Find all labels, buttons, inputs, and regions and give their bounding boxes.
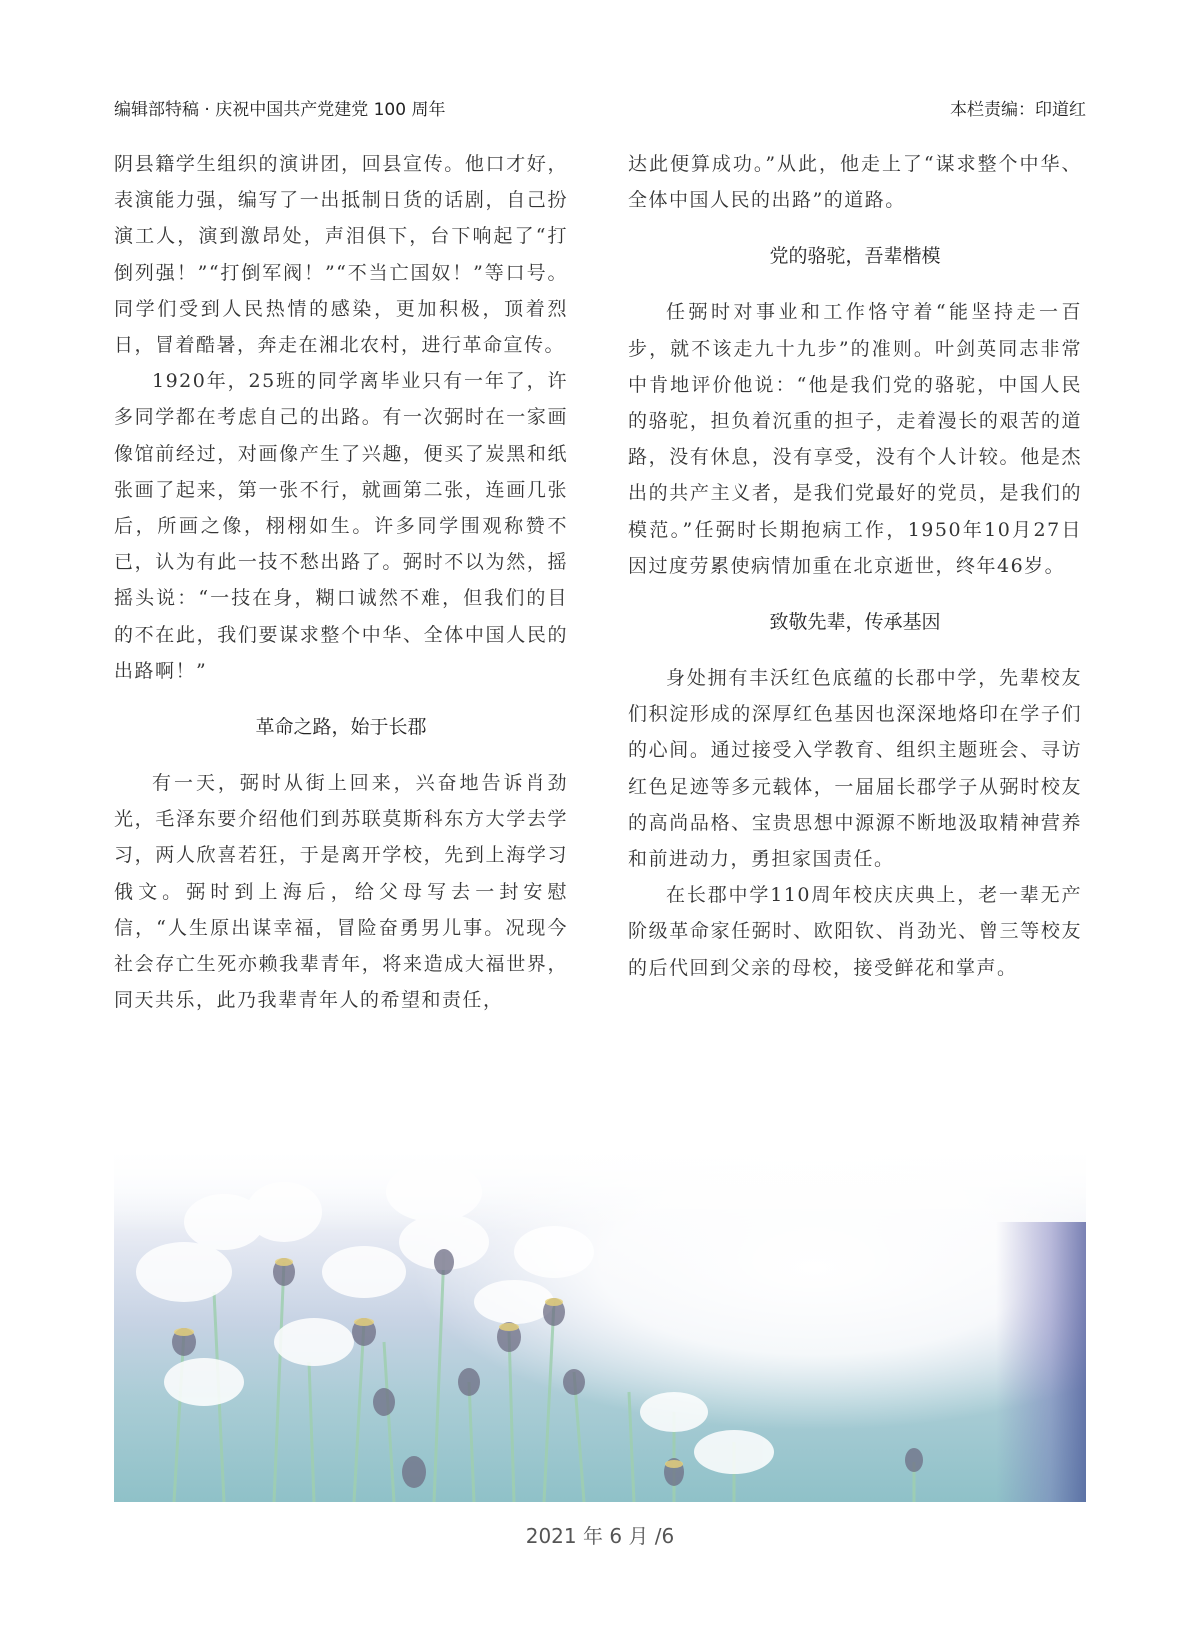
section-heading: 致敬先辈，传承基因 xyxy=(769,611,941,634)
section-heading: 党的骆驼，吾辈楷模 xyxy=(769,245,941,268)
paragraph: 有一天，弼时从街上回来，兴奋地告诉肖劲光，毛泽东要介绍他们到苏联莫斯科东方大学去学习，两人欣喜若狂，于是离开学校，先到上海学习俄文。弼时到上海后，给父母写去一封安慰信，“人生原出谋幸福，冒险奋勇男儿事。况现今社会存亡生死亦赖我辈青年，将来造成大福世界，同天共乐，此乃我辈青年人的希望和责任， xyxy=(114,772,568,1012)
section-title: 编辑部特稿 · 庆祝中国共产党建党 100 周年 xyxy=(114,99,446,120)
right-column xyxy=(628,146,1082,986)
page-header xyxy=(114,92,1086,122)
paragraph: 任弼时对事业和工作恪守着“能坚持走一百步，就不该走九十九步”的准则。叶剑英同志非常中肯地评价他说：“他是我们党的骆驼，中国人民的骆驼，担负着沉重的担子，走着漫长的艰苦的道路，没有休息，没有享受，没有个人计较。他是杰出的共产主义者，是我们党最好的党员，是我们的模范。”任弼时长期抱病工作，1950年10月27日因过度劳累使病情加重在北京逝世，终年46岁。 xyxy=(628,301,1082,577)
section-heading: 革命之路，始于长郡 xyxy=(255,716,427,739)
daisy-flowers-image xyxy=(114,1142,1086,1502)
paragraph: 达此便算成功。”从此，他走上了“谋求整个中华、全体中国人民的出路”的道路。 xyxy=(628,153,1082,212)
paragraph: 在长郡中学110周年校庆庆典上，老一辈无产阶级革命家任弼时、欧阳钦、肖劲光、曾三等校友的后代回到父亲的母校，接受鲜花和掌声。 xyxy=(628,884,1082,979)
paragraph: 身处拥有丰沃红色底蕴的长郡中学，先辈校友们积淀形成的深厚红色基因也深深地烙印在学子们的心间。通过接受入学教育、组织主题班会、寻访红色足迹等多元载体，一届届长郡学子从弼时校友的高尚品格、宝贵思想中源源不断地汲取精神营养和前进动力，勇担家国责任。 xyxy=(628,667,1082,871)
left-column xyxy=(114,146,568,1018)
column-editor: 本栏责编：印道红 xyxy=(950,99,1086,120)
issue-page-number: 2021 年 6 月 /6 xyxy=(525,1524,675,1548)
page-footer xyxy=(0,1520,1200,1549)
paragraph: 1920年，25班的同学离毕业只有一年了，许多同学都在考虑自己的出路。有一次弼时在一家画像馆前经过，对画像产生了兴趣，便买了炭黑和纸张画了起来，第一张不行，就画第二张，连画几张后，所画之像，栩栩如生。许多同学围观称赞不已，认为有此一技不愁出路了。弼时不以为然，摇摇头说：“一技在身，糊口诚然不难，但我们的目的不在此，我们要谋求整个中华、全体中国人民的出路啊！” xyxy=(114,370,568,682)
flowers-illustration xyxy=(114,1142,1086,1502)
paragraph: 阴县籍学生组织的演讲团，回县宣传。他口才好，表演能力强，编写了一出抵制日货的话剧，自己扮演工人，演到激昂处，声泪俱下，台下响起了“打倒列强！”“打倒军阀！”“不当亡国奴！”等口号。同学们受到人民热情的感染，更加积极，顶着烈日，冒着酷暑，奔走在湘北农村，进行革命宣传。 xyxy=(114,153,568,357)
